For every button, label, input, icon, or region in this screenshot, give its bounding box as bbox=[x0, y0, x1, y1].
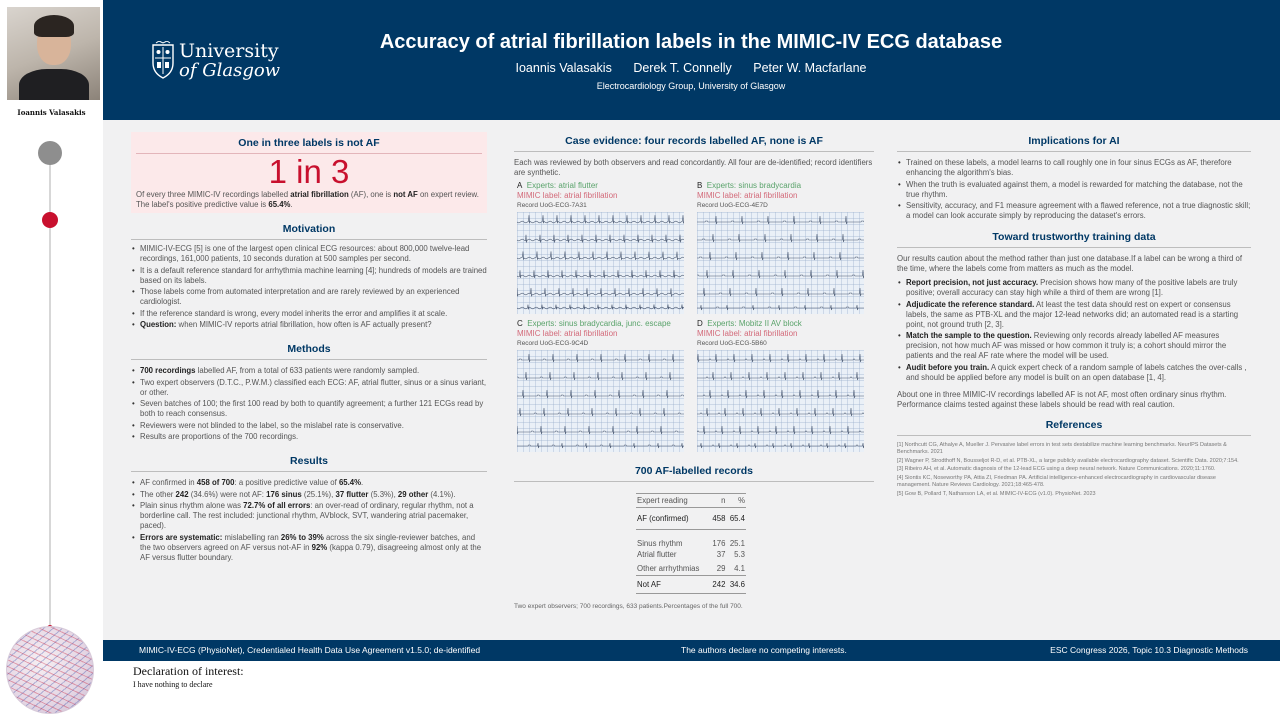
list-item: • Report precision, not just accuracy. Precision shows how many of the positive labels are truly positive; overall accuracy can stay high while a third of them are wrong [1]. bbox=[897, 278, 1251, 298]
list-item: • Seven batches of 100; the first 100 read by both to quantify agreement; a further 121 ECGs read by both to reach consensus. bbox=[131, 399, 487, 419]
list-item: • Errors are systematic: mislabelling ran 26% to 39% across the six single-reviewer batches, and the two observers agreed on AF versus not-AF in 92% (kappa 0.79), disagreeing almost only at the AF versus flutter boundary. bbox=[131, 533, 487, 563]
reference-item: [4] Siontis KC, Noseworthy PA, Attia ZI, Friedman PA. Artificial intelligence-enhanced electrocardiography in cardiovascular disease management. Nature Reviews Cardiology. 2021;18:465-478. bbox=[897, 474, 1216, 488]
ecg-lead-trace bbox=[697, 426, 864, 434]
affiliation: Electrocardiology Group, University of Glasgow bbox=[596, 81, 786, 91]
presenter-name: Ioannis Valasakis bbox=[17, 108, 86, 117]
table-row: Not AF 242 34.6 bbox=[636, 576, 746, 594]
ecg-lead-trace bbox=[517, 443, 684, 448]
ecg-lead-trace bbox=[697, 252, 864, 260]
toward-section bbox=[897, 228, 1251, 410]
timeline-dot-marker[interactable] bbox=[42, 212, 58, 228]
list-item: • Adjudicate the reference standard. At least the test data should rest on expert or consensus labels, the same as PTB-XL and the major 12-lead networks did; an automated read is a starting point, not ground truth [2, 3]. bbox=[897, 300, 1251, 330]
motivation-section bbox=[131, 220, 487, 330]
ecg-trace-image bbox=[697, 350, 864, 452]
logo-text-line1: University bbox=[179, 40, 279, 62]
list-item: • Reviewers were not blinded to the label, so the mislabel rate is conservative. bbox=[131, 421, 487, 431]
ecg-lead-trace bbox=[697, 270, 864, 278]
results-section bbox=[131, 452, 487, 563]
section-heading: References bbox=[897, 416, 1251, 436]
reference-item: [5] Gow B, Pollard T, Nathanson LA, et al. MIMIC-IV-ECG (v1.0). PhysioNet. 2023 bbox=[897, 490, 1096, 497]
list-item: • Sensitivity, accuracy, and F1 measure agreement with a flawed reference, not a true diagnostic skill; a model can look accurate simply by reproducing the dataset's errors. bbox=[897, 201, 1251, 221]
poster-footer bbox=[103, 640, 1280, 661]
crest-icon bbox=[151, 41, 175, 79]
toward-intro: Our results caution about the method rather than just one database.If a label can be wrong a third of the time, where the labels come from matters as much as the model. bbox=[897, 254, 1243, 273]
column-header: n bbox=[709, 494, 726, 508]
ecg-lead-trace bbox=[517, 215, 684, 223]
case-intro: Each was reviewed by both observers and read concordantly. All four are de-identified; record identifiers are synthetic. bbox=[514, 158, 873, 177]
column-header: % bbox=[726, 494, 746, 508]
ecg-lead-trace bbox=[517, 372, 684, 380]
logo-text-line2: of Glasgow bbox=[179, 60, 281, 81]
ecg-lead-trace bbox=[697, 288, 864, 296]
ecg-lead-trace bbox=[517, 426, 684, 434]
table-note: Two expert observers; 700 recordings, 633 patients.Percentages of the full 700. bbox=[514, 603, 743, 610]
list-item: • Results are proportions of the 700 recordings. bbox=[131, 432, 487, 442]
list-item: • 700 recordings labelled AF, from a total of 633 patients were randomly sampled. bbox=[131, 366, 487, 376]
section-heading: Results bbox=[131, 452, 487, 472]
key-stat: 1 in 3 bbox=[268, 153, 350, 190]
reference-item: [1] Northcutt CG, Athalye A, Mueller J. Pervasive label errors in test sets destabilize machine learning benchmarks. NeurIPS Datasets & Benchmarks. 2021 bbox=[897, 441, 1227, 455]
section-heading: Implications for AI bbox=[897, 132, 1251, 152]
timeline-dot-current[interactable] bbox=[38, 141, 62, 165]
column-middle bbox=[514, 132, 874, 632]
ecg-lead-trace bbox=[517, 408, 684, 416]
declaration-title: Declaration of interest: bbox=[133, 664, 244, 678]
list-item: • AF confirmed in 458 of 700: a positive predictive value of 65.4%. bbox=[131, 478, 487, 488]
ecg-lead-trace bbox=[517, 288, 684, 297]
ecg-lead-trace bbox=[517, 304, 684, 309]
column-header: Expert reading bbox=[636, 494, 709, 508]
table-row: Atrial flutter 37 5.3 bbox=[637, 550, 745, 559]
reference-item: [3] Ribeiro AH, et al. Automatic diagnosis of the 12-lead ECG using a deep neural network. Nature Communications. 2020;11:1760. bbox=[897, 466, 1216, 472]
ecg-trace-image bbox=[697, 212, 864, 314]
ecg-lead-trace bbox=[697, 390, 864, 398]
closing-statement: About one in three MIMIC-IV recordings labelled AF is not AF, most often ordinary sinus rhythm. Performance claims tested against these labels should be read with real caution. bbox=[897, 389, 1227, 409]
ecg-trace-image bbox=[517, 212, 684, 314]
footer-data-source: MIMIC-IV-ECG (PhysioNet), Credentialed Health Data Use Agreement v1.5.0; de-identified bbox=[139, 645, 481, 655]
table-row: AF (confirmed) 458 65.4 bbox=[636, 508, 746, 530]
page-title: Accuracy of atrial fibrillation labels in the MIMIC-IV ECG database bbox=[379, 31, 1003, 53]
ecg-lead-trace bbox=[517, 251, 684, 260]
author-name: Peter W. Macfarlane bbox=[753, 61, 867, 75]
poster-header bbox=[103, 0, 1280, 120]
presenter-photo bbox=[7, 7, 100, 100]
section-heading: 700 AF-labelled records bbox=[514, 462, 874, 482]
ecg-card-c: C Experts: sinus bradycardia, junc. escape MIMIC label: atrial fibrillation Record UoG-ECG-9C4D bbox=[517, 319, 687, 452]
ecg-card-d: D Experts: Mobitz II AV block MIMIC label: atrial fibrillation Record UoG-ECG-5B60 bbox=[697, 319, 867, 452]
university-logo bbox=[151, 40, 281, 84]
poster-body bbox=[103, 120, 1280, 640]
ecg-lead-trace bbox=[697, 354, 864, 362]
footer-congress: ESC Congress 2026, Topic 10.3 Diagnostic Methods bbox=[1050, 645, 1248, 655]
section-heading: One in three labels is not AF bbox=[136, 134, 482, 154]
list-item: • Those labels come from automated interpretation and are rarely reviewed by an experienced cardiologist. bbox=[131, 287, 487, 307]
column-right bbox=[897, 132, 1251, 499]
declaration-text: I have nothing to declare bbox=[133, 680, 213, 689]
ecg-lead-trace bbox=[697, 408, 864, 416]
key-finding-box bbox=[131, 132, 487, 213]
list-item: • If the reference standard is wrong, every model inherits the error and amplifies it at scale. bbox=[131, 309, 487, 319]
ecg-lead-trace bbox=[517, 235, 684, 243]
left-rail bbox=[0, 0, 103, 720]
ecg-card-b: B Experts: sinus bradycardia MIMIC label: atrial fibrillation Record UoG-ECG-4E7D bbox=[697, 181, 867, 314]
table-header-row bbox=[636, 494, 746, 508]
ecg-lead-trace bbox=[697, 372, 864, 380]
author-name: Derek T. Connelly bbox=[633, 61, 732, 75]
list-item: • Match the sample to the question. Reviewing only records already labelled AF measures precision, not how much AF was missed or how common it truly is; a cohort should mirror the patients and the real AF rate where the model will be used. bbox=[897, 331, 1251, 361]
table-row: Sinus rhythm 176 25.1 bbox=[637, 538, 745, 548]
list-item: • Question: when MIMIC-IV reports atrial fibrillation, how often is AF actually present? bbox=[131, 320, 487, 330]
list-item: • The other 242 (34.6%) were not AF: 176 sinus (25.1%), 37 flutter (5.3%), 29 other (4.1%). bbox=[131, 490, 487, 500]
ecg-trace-image bbox=[517, 350, 684, 452]
ecg-card-a: A Experts: atrial flutter MIMIC label: atrial fibrillation Record UoG-ECG-7A31 bbox=[517, 181, 687, 314]
section-heading: Motivation bbox=[131, 220, 487, 240]
ecg-lead-trace bbox=[517, 270, 684, 278]
globe-icon bbox=[6, 626, 94, 714]
methods-section bbox=[131, 340, 487, 442]
ecg-lead-trace bbox=[697, 305, 864, 310]
references-section bbox=[897, 416, 1251, 499]
ecg-lead-trace bbox=[697, 443, 864, 448]
table-row: Other arrhythmias 29 4.1 bbox=[636, 562, 746, 576]
records-table bbox=[636, 493, 746, 594]
ecg-lead-trace bbox=[697, 234, 864, 242]
ecg-lead-trace bbox=[517, 390, 684, 398]
list-item: • When the truth is evaluated against them, a model is rewarded for matching the database, not the true rhythm. bbox=[897, 180, 1251, 200]
list-item: • Plain sinus rhythm alone was 72.7% of all errors: an over-read of ordinary, regular rhythm, not a borderline call. The rest included: junctional rhythm, AVblock, SVT, wandering atrial pacemaker, paced). bbox=[131, 501, 487, 531]
reference-item: [2] Wagner P, Strodthoff N, Bousseljot R-D, et al. PTB-XL, a large publicly available electrocardiography dataset. Scientific Data. 2020;7:154. bbox=[897, 457, 1239, 464]
ecg-lead-trace bbox=[517, 354, 684, 362]
list-item: • Trained on these labels, a model learns to call roughly one in four sinus ECGs as AF, therefore enhancing the algorithm's bias. bbox=[897, 158, 1251, 178]
key-finding-text: Of every three MIMIC-IV recordings labelled atrial fibrillation (AF), one is not AF on expert review. The label's positive predictive value is 65.4%. bbox=[136, 190, 479, 209]
section-heading: Toward trustworthy training data bbox=[897, 228, 1251, 248]
author-list bbox=[278, 61, 1104, 75]
section-heading: Methods bbox=[131, 340, 487, 360]
author-name: Ioannis Valasakis bbox=[515, 61, 612, 75]
list-item: • It is a default reference standard for arrhythmia machine learning [4]; hundreds of models are trained based on its labels. bbox=[131, 266, 487, 286]
ecg-lead-trace bbox=[697, 216, 864, 224]
column-left bbox=[131, 132, 487, 564]
section-heading: Case evidence: four records labelled AF, none is AF bbox=[514, 132, 874, 152]
list-item: • MIMIC-IV-ECG [5] is one of the largest open clinical ECG resources: about 800,000 twelve-lead recordings, 161,000 patients, 10 seconds duration at 500 samples per second. bbox=[131, 244, 487, 264]
footer-competing-interests: The authors declare no competing interests. bbox=[681, 645, 847, 655]
list-item: • Audit before you train. A quick expert check of a random sample of labels catches the over-calls , and should be applied before any model is built on an open database [1, 4]. bbox=[897, 363, 1251, 383]
list-item: • Two expert observers (D.T.C., P.W.M.) classified each ECG: AF, atrial flutter, sinus or a sinus variant, or other. bbox=[131, 378, 487, 398]
